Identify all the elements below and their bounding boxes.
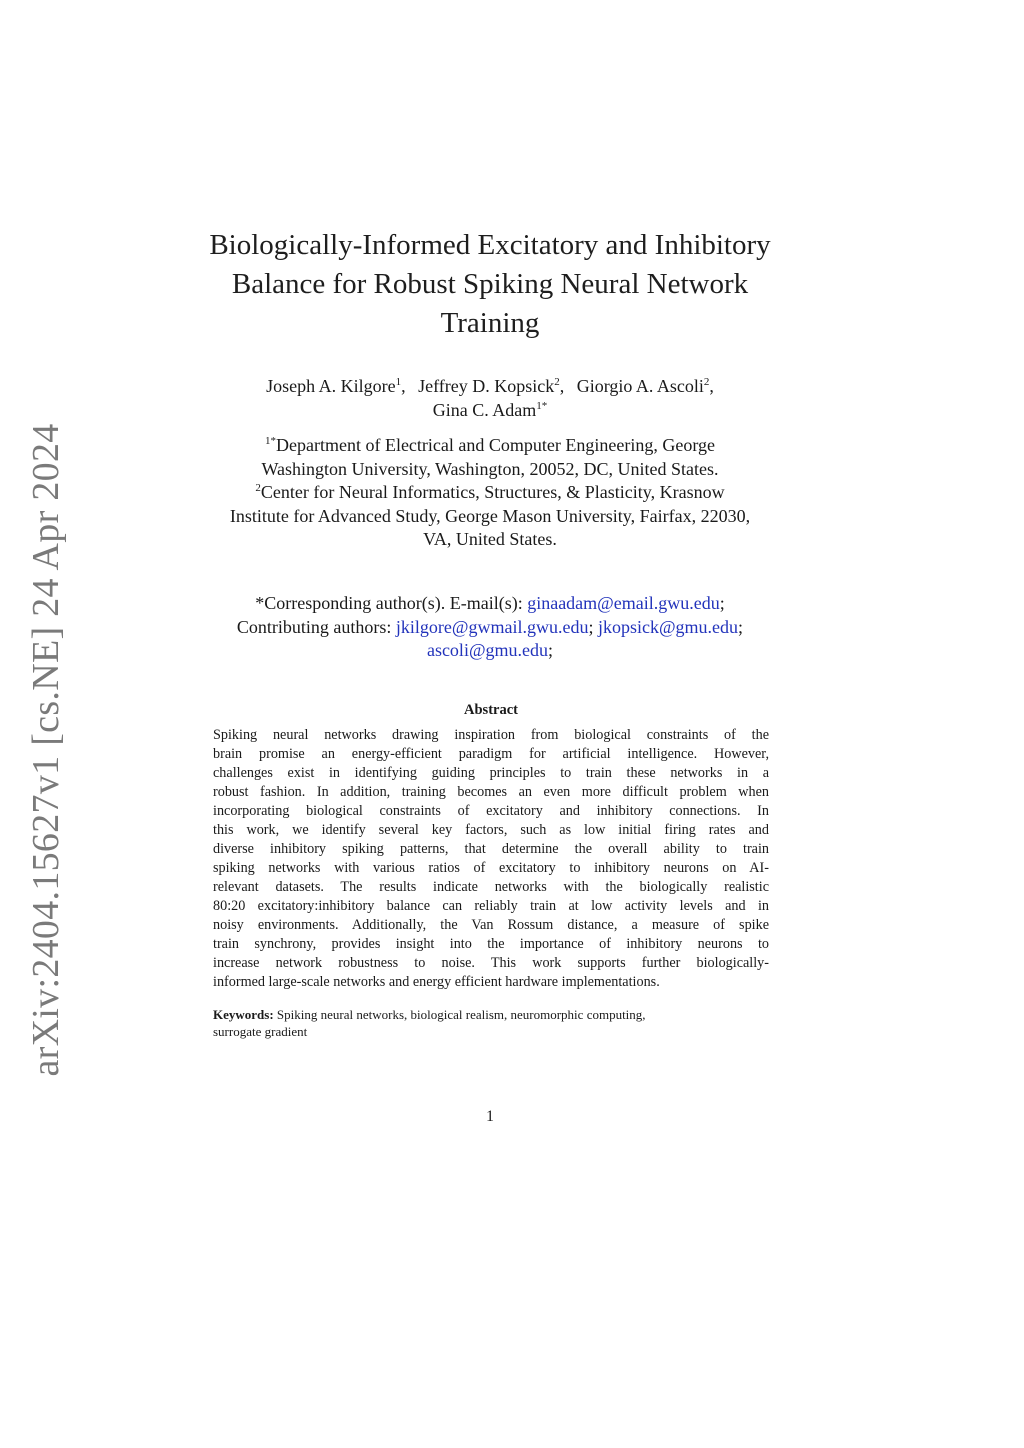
- abstract-line: 80:20 excitatory:inhibitory balance can reliably train at low activity levels and in: [213, 898, 769, 914]
- abstract-line: this work, we identify several key factors, such as low initial firing rates and: [213, 822, 769, 838]
- email-link-ginaadam[interactable]: ginaadam@email.gwu.edu: [527, 593, 720, 613]
- author-kopsick: Jeffrey D. Kopsick$^2$,: [418, 376, 565, 396]
- affiliation-line: $^2$Center for Neural Informatics, Structures, & Plasticity, Krasnow: [255, 482, 725, 502]
- affiliation-line: Institute for Advanced Study, George Mason University, Fairfax, 22030,: [229, 505, 751, 526]
- abstract-line: informed large-scale networks and energy efficient hardware implementations.: [213, 974, 660, 990]
- abstract-line: challenges exist in identifying guiding principles to train these networks in a: [213, 765, 769, 781]
- contributing-authors-line: ascoli@gmu.edu;: [426, 640, 554, 660]
- arxiv-sidebar: [8, 423, 84, 1077]
- affiliations: [170, 434, 810, 552]
- email-link-jkopsick[interactable]: jkopsick@gmu.edu: [597, 616, 739, 637]
- arxiv-identifier: arXiv:2404.15627v1 [cs.NE] 24 Apr 2024: [25, 423, 67, 1077]
- page-number: 1: [486, 1108, 494, 1125]
- affiliation-line: $^{1*}$Department of Electrical and Computer Engineering, George: [264, 435, 715, 455]
- abstract-line: increase network robustness to noise. This work supports further biologically-: [213, 955, 769, 971]
- correspondence: [170, 592, 810, 663]
- abstract-line: Spiking neural networks drawing inspiration from biological constraints of the: [213, 727, 769, 743]
- email-link-ascoli[interactable]: ascoli@gmu.edu: [426, 640, 549, 660]
- abstract-body: [213, 726, 769, 992]
- keywords: [213, 1006, 769, 1040]
- author-list: [190, 374, 790, 422]
- contributing-authors-line: Contributing authors: jkilgore@gwmail.gwu.edu; jkopsick@gmu.edu;: [236, 616, 744, 637]
- title-line: Biologically-Informed Excitatory and Inhibitory: [209, 229, 771, 261]
- author-kilgore: Joseph A. Kilgore$^1$,: [266, 376, 406, 396]
- abstract-line: robust fashion. In addition, training becomes an even more difficult problem when: [213, 784, 769, 800]
- abstract-line: incorporating biological constraints of excitatory and inhibitory connections. In: [213, 803, 769, 819]
- abstract-heading: Abstract: [464, 702, 518, 718]
- abstract-line: train synchrony, provides insight into the importance of inhibitory neurons to: [213, 936, 769, 952]
- affiliation-line: VA, United States.: [423, 529, 557, 549]
- email-link-jkilgore[interactable]: jkilgore@gwmail.gwu.edu: [395, 616, 589, 637]
- keywords-line: surrogate gradient: [213, 1024, 308, 1039]
- author-ascoli: Giorgio A. Ascoli$^2$,: [576, 376, 714, 396]
- title-line: Balance for Robust Spiking Neural Network: [231, 268, 749, 300]
- corresponding-author-line: *Corresponding author(s). E-mail(s): ginaadam@email.gwu.edu;: [255, 593, 725, 613]
- keywords-line: Keywords: Spiking neural networks, biological realism, neuromorphic computing,: [213, 1007, 646, 1022]
- abstract-line: spiking networks with various ratios of excitatory to inhibitory neurons on AI-: [213, 860, 769, 876]
- author-adam: Gina C. Adam$^{1*}$: [432, 400, 548, 420]
- abstract-line: relevant datasets. The results indicate networks with the biologically realistic: [213, 879, 769, 895]
- affiliation-line: Washington University, Washington, 20052, DC, United States.: [261, 458, 719, 479]
- paper-title: [190, 226, 790, 343]
- keywords-label: Keywords:: [213, 1007, 274, 1022]
- abstract-line: diverse inhibitory spiking patterns, that determine the overall ability to train: [213, 841, 769, 857]
- abstract-line: brain promise an energy-efficient paradigm for artificial intelligence. However,: [213, 746, 769, 762]
- abstract-line: noisy environments. Additionally, the Van Rossum distance, a measure of spike: [213, 917, 769, 933]
- title-line: Training: [440, 307, 540, 339]
